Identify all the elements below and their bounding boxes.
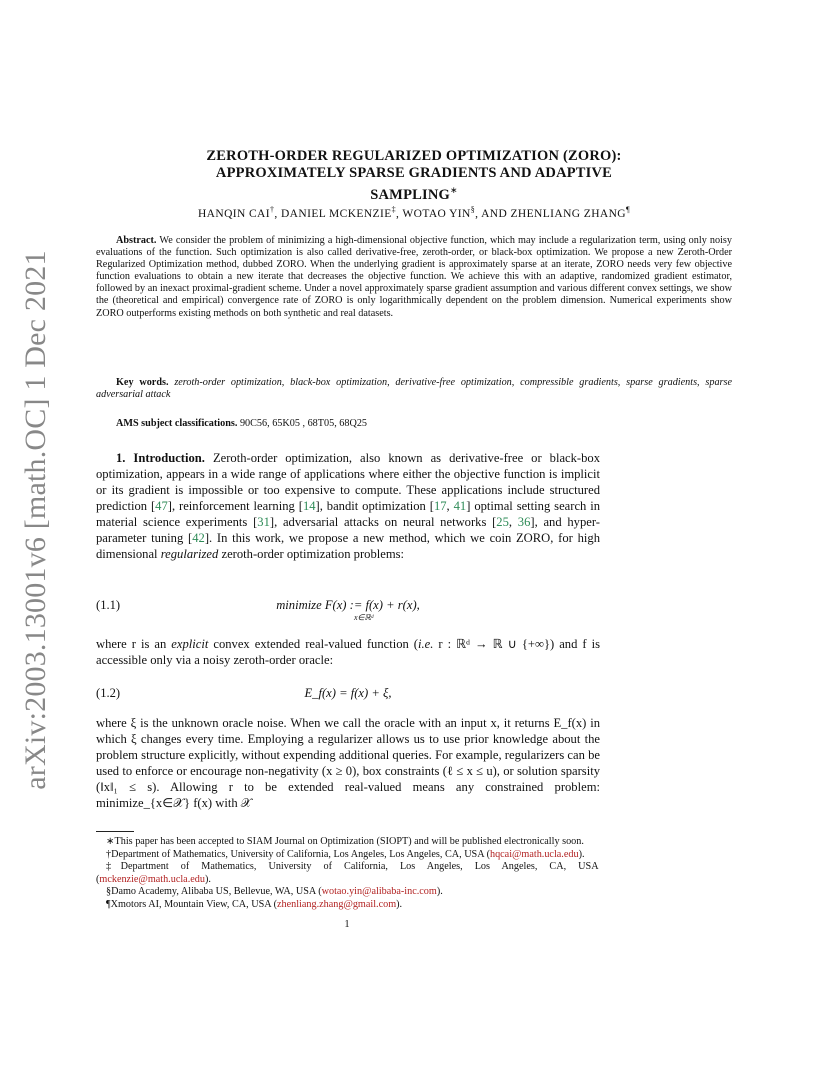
keywords-text: zeroth-order optimization, black-box optimization, derivative-free optimization, compressible gradients, sparse gradients, sparse adversarial attack: [96, 377, 732, 401]
footnote: ¶Xmotors AI, Mountain View, CA, USA (zhenliang.zhang@gmail.com).: [106, 898, 403, 910]
title-line-2: APPROXIMATELY SPARSE GRADIENTS AND ADAPTIVE: [215, 165, 613, 181]
citation-link[interactable]: 25: [496, 515, 509, 529]
paragraph-after-eq2: where ξ is the unknown oracle noise. When we call the oracle with an input x, it returns E_f(x) in which ξ changes every time. Employing a regularizer allows us to use prior knowledge about the problem structure explicitly, without expending additional queries. For example, regularizers can be used to enforce or encourage non-negativity (x ≥ 0), box constraints (ℓ ≤ x ≤ u), or solution sparsity (‖x‖₁ ≤ s). Allowing r to be extended real-valued means any constrained problem: minimize_{x∈𝒳} f(x) with 𝒳: [96, 716, 600, 810]
email-link[interactable]: wotao.yin@alibaba-inc.com: [321, 886, 437, 898]
author-3: WOTAO YIN: [402, 207, 471, 220]
paragraph-after-eq1: where r is an explicit convex extended real-valued function (i.e. r : ℝᵈ → ℝ ∪ {+∞}) and f is accessible only via a noisy zeroth-order oracle:: [96, 637, 600, 667]
author-2: DANIEL MCKENZIE: [280, 207, 392, 220]
citation-link[interactable]: 41: [453, 499, 467, 513]
introduction-paragraph: 1. Introduction. Zeroth-order optimization, also known as derivative-free or black-box optimization, appears in a wide range of applications where either the objective function is implicit or its gradient is impossible or too expensive to compute. These applications include structured prediction [47], reinforcement learning [14], bandit optimization [17, 41] optimal setting search in material science experiments [31], adversarial attacks on neural networks [25, 36], and hyper-parameter tuning [42]. In this work, we propose a new method, which we coin ZORO, for high dimensional regularized zeroth-order optimization problems:: [96, 451, 601, 561]
equation-expression: E_f(x) = f(x) + ξ,: [304, 686, 392, 700]
ams-classifications: [96, 418, 732, 429]
author-list: HANQIN CAI†, DANIEL MCKENZIE‡, WOTAO YIN§, AND ZHENLIANG ZHANG¶: [197, 205, 631, 220]
ams-label: AMS subject classifications.: [116, 418, 238, 429]
author-1: HANQIN CAI: [197, 207, 270, 220]
citation-link[interactable]: 14: [302, 499, 316, 513]
equation-number: (1.1): [96, 598, 121, 612]
ams-text: 90C56, 65K05 , 68T05, 68Q25: [239, 418, 368, 429]
paper-title: [96, 148, 732, 204]
citation-link[interactable]: 42: [192, 531, 205, 545]
email-link[interactable]: mckenzie@math.ucla.edu: [99, 873, 205, 885]
keywords-label: Key words.: [116, 377, 169, 388]
citation-link[interactable]: 47: [155, 499, 168, 513]
abstract-label: Abstract.: [116, 235, 157, 246]
email-link[interactable]: zhenliang.zhang@gmail.com: [276, 898, 397, 910]
citation-link[interactable]: 36: [517, 515, 531, 529]
equation-1-2: [96, 686, 600, 710]
abstract: [96, 235, 732, 320]
equation-expression: minimize F(x) := f(x) + r(x),: [276, 598, 420, 612]
footnotes: [96, 836, 598, 912]
footnote-rule: [96, 831, 134, 832]
title-line-1: ZEROTH-ORDER REGULARIZED OPTIMIZATION (ZORO):: [206, 148, 622, 164]
title-footnote-mark: ∗: [450, 185, 458, 195]
equation-1-1: [96, 598, 600, 622]
arxiv-identifier: arXiv:2003.13001v6 [math.OC] 1 Dec 2021: [19, 250, 52, 790]
email-link[interactable]: hqcai@math.ucla.edu: [489, 848, 579, 860]
page-number: 1: [344, 919, 350, 930]
equation-subscript: x∈ℝᵈ: [354, 613, 374, 622]
title-line-3: SAMPLING∗: [370, 185, 458, 203]
footnote: §Damo Academy, Alibaba US, Bellevue, WA, USA (wotao.yin@alibaba-inc.com).: [106, 886, 443, 898]
section-heading: 1. Introduction.: [116, 451, 205, 465]
citation-link[interactable]: 17: [433, 499, 447, 513]
abstract-text: We consider the problem of minimizing a high-dimensional objective function, which may include a regularization term, using only noisy evaluations of the function. Such optimization is also called derivative-free, zeroth-order, or black-box optimization. We propose a new Zeroth-Order Regularized Optimization method, dubbed ZORO. When the underlying gradient is approximately sparse at an iterate, ZORO needs very few objective function evaluations to obtain a new iterate that decreases the objective function. We achieve this with an adaptive, randomized gradient estimator, followed by an inexact proximal-gradient scheme. Under a novel approximately sparse gradient assumption and various different convex settings, we show the (theoretical and empirical) convergence rate of ZORO is only logarithmically dependent on the problem dimension. Numerical experiments show ZORO outperforms existing methods on both synthetic and real datasets.: [96, 235, 732, 319]
keywords: [96, 377, 732, 401]
footnote: †Department of Mathematics, University of California, Los Angeles, Los Angeles, CA, USA (hqcai@math.ucla.edu).: [106, 848, 585, 860]
footnote: ∗This paper has been accepted to SIAM Journal on Optimization (SIOPT) and will be published electronically soon.: [106, 836, 584, 847]
equation-number: (1.2): [96, 686, 121, 700]
footnote: ‡Department of Mathematics, University of California, Los Angeles, Los Angeles, CA, USA (mckenzie@math.ucla.edu).: [96, 861, 598, 885]
author-4: AND ZHENLIANG ZHANG: [481, 207, 627, 220]
citation-link[interactable]: 31: [257, 515, 270, 529]
